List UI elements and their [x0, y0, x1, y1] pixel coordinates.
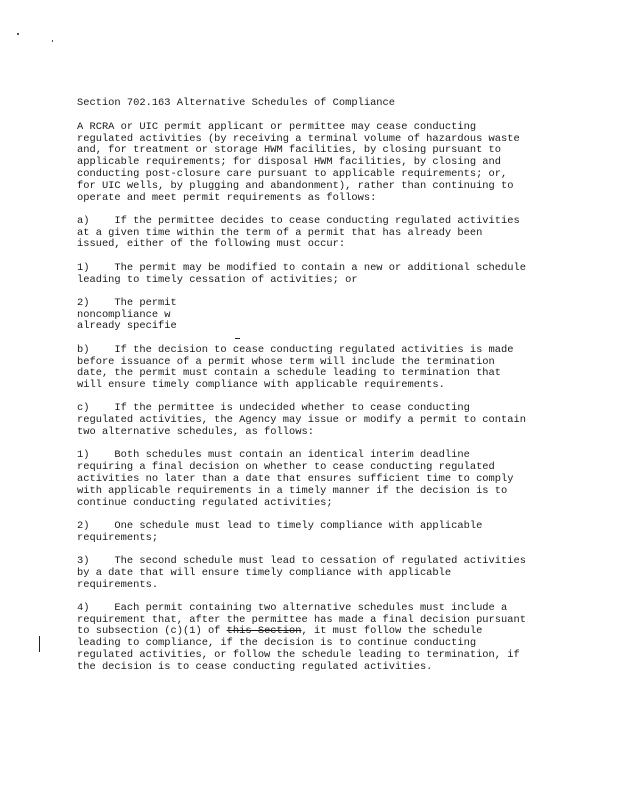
text-line: activities no later than a date that ensures sufficient time to comply	[77, 472, 514, 485]
text-segment: to subsection (c)(1) of	[77, 625, 227, 638]
text-line: with applicable requirements in a timely manner if the decision is to	[77, 484, 508, 497]
paragraph-a1	[77, 263, 547, 287]
text-line: c) If the permittee is undecided whether to cease conducting	[77, 402, 470, 415]
text-line: requiring a final decision on whether to cease conducting regulated	[77, 461, 495, 474]
paragraph-list	[77, 122, 547, 592]
paragraph-a2	[77, 298, 547, 333]
text-line: 3) The second schedule must lead to cessation of regulated activities	[77, 554, 526, 567]
text-line: requirement that, after the permittee has made a final decision pursuant	[77, 613, 526, 626]
revision-margin-bar	[39, 636, 40, 652]
text-line: a) If the permittee decides to cease conducting regulated activities	[77, 214, 520, 227]
text-line: leading to timely cessation of activities; or	[77, 273, 358, 286]
text-line: 1) The permit may be modified to contain a new or additional schedule	[77, 261, 526, 274]
document-body	[77, 98, 547, 685]
text-line: the decision is to cease conducting regulated activities.	[77, 660, 433, 673]
text-line: 4) Each permit containing two alternative schedules must include a	[77, 601, 508, 614]
text-line: at a given time within the term of a permit that has already been	[77, 226, 483, 239]
scan-speck	[52, 40, 53, 42]
text-line: will ensure timely compliance with applicable requirements.	[77, 379, 445, 392]
text-line: continue conducting regulated activities;	[77, 496, 333, 509]
text-line: regulated activities, the Agency may issue or modify a permit to contain	[77, 414, 526, 427]
section-title: Section 702.163 Alternative Schedules of Compliance	[77, 97, 396, 109]
scan-speck	[17, 33, 19, 35]
paragraph-intro	[77, 122, 547, 205]
text-line: b) If the decision to cease conducting regulated activities is made	[77, 343, 514, 356]
paragraph-a	[77, 216, 547, 251]
text-line: regulated activities (by receiving a terminal volume of hazardous waste	[77, 132, 520, 145]
text-line: requirements.	[77, 578, 159, 591]
text-line: already specifie	[77, 320, 177, 333]
paragraph-c3	[77, 556, 547, 591]
text-line: and, for treatment or storage HWM facilities, by closing pursuant to	[77, 144, 502, 157]
text-segment: , it must follow the schedule	[301, 625, 483, 638]
text-line: applicable requirements; for disposal HWM facilities, by closing and	[77, 156, 502, 169]
paragraph-c1	[77, 450, 547, 509]
text-line: 1) Both schedules must contain an identical interim deadline	[77, 449, 470, 462]
paragraph-b	[77, 345, 547, 392]
text-line: issued, either of the following must occur:	[77, 238, 346, 251]
paragraph-c	[77, 403, 547, 438]
text-line: leading to compliance, if the decision is to continue conducting	[77, 637, 477, 650]
text-line: date, the permit must contain a schedule leading to termination that	[77, 367, 502, 380]
text-line: requirements;	[77, 531, 159, 544]
struck-text: this Section	[226, 625, 302, 638]
text-line: conducting post-closure care pursuant to applicable requirements; or,	[77, 167, 508, 180]
text-line: for UIC wells, by plugging and abandonment), rather than continuing to	[77, 179, 514, 192]
text-line: regulated activities, or follow the schedule leading to termination, if	[77, 648, 520, 661]
text-line: before issuance of a permit whose term will include the termination	[77, 355, 495, 368]
text-line: by a date that will ensure timely compliance with applicable	[77, 566, 452, 579]
text-line: 2) The permit	[77, 296, 177, 309]
text-line: operate and meet permit requirements as follows:	[77, 191, 377, 204]
text-line: 2) One schedule must lead to timely compliance with applicable	[77, 519, 483, 532]
paragraph-c2	[77, 521, 547, 545]
text-line: two alternative schedules, as follows:	[77, 426, 314, 439]
text-line: noncompliance w	[77, 308, 171, 321]
paragraph-c4	[77, 603, 547, 674]
text-line: A RCRA or UIC permit applicant or permittee may cease conducting	[77, 120, 477, 133]
